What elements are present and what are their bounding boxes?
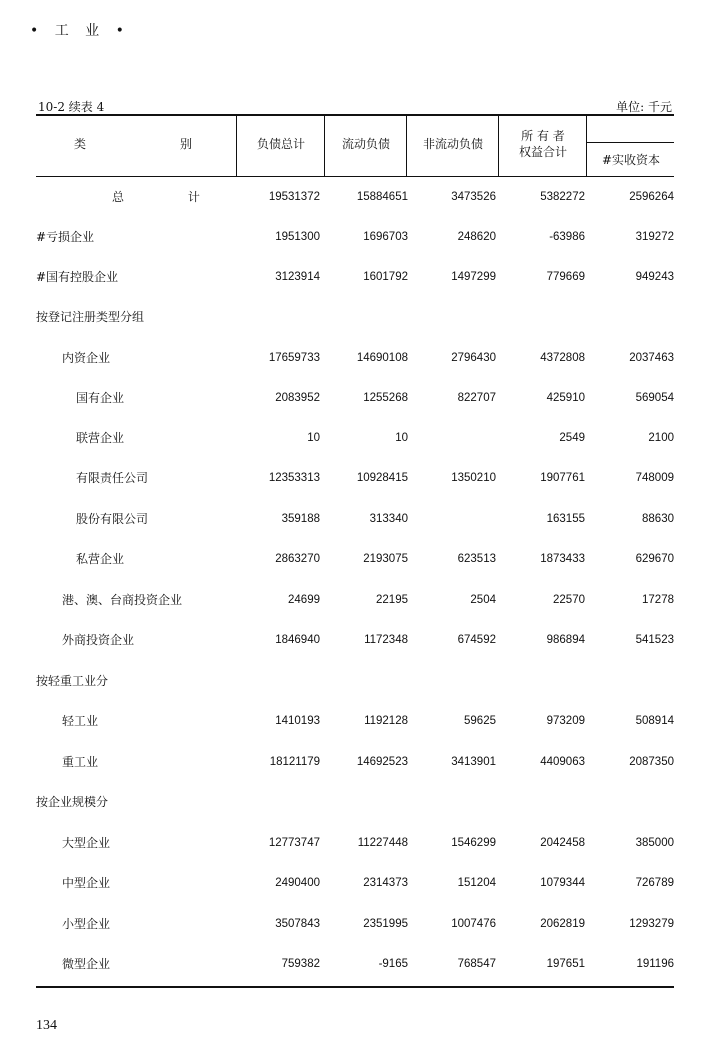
table-row (36, 833, 674, 853)
cell-current-liabilities: 2351995 (363, 918, 408, 930)
cell-owners-equity: 986894 (546, 634, 585, 646)
table-row (36, 711, 674, 731)
header-owners-equity-line1: 所 有 者 (521, 129, 565, 143)
row-label: 重工业 (62, 755, 99, 769)
cell-current-liabilities: 1255268 (363, 392, 408, 404)
header-paid-in-capital: #实收资本 (601, 153, 661, 167)
cell-total-liabilities: 3123914 (275, 271, 320, 283)
cell-total-liabilities: 3507843 (275, 918, 320, 930)
table-row (36, 590, 674, 610)
row-label: #国有控股企业 (36, 270, 119, 284)
cell-total-liabilities: 2490400 (275, 877, 320, 889)
header-owners-equity-line2: 权益合计 (518, 145, 567, 159)
cell-owners-equity: 2042458 (540, 837, 585, 849)
column-divider (406, 115, 407, 176)
cell-noncurrent-liabilities: 1350210 (451, 472, 496, 484)
cell-paid-in-capital: 2087350 (629, 756, 674, 768)
table-row (36, 914, 674, 934)
cell-paid-in-capital: 2100 (648, 432, 674, 444)
cell-owners-equity: 425910 (546, 392, 585, 404)
table-bottom-rule (36, 986, 674, 988)
cell-current-liabilities: 22195 (376, 594, 408, 606)
row-label: 国有企业 (76, 391, 125, 405)
row-label: 微型企业 (62, 957, 111, 971)
cell-owners-equity: 197651 (546, 958, 585, 970)
table-body (36, 177, 674, 985)
table-row (36, 267, 674, 287)
cell-total-liabilities: 17659733 (268, 352, 320, 364)
cell-noncurrent-liabilities: 59625 (464, 715, 496, 727)
table-row (36, 752, 674, 772)
cell-total-liabilities: 18121179 (269, 756, 320, 768)
cell-paid-in-capital: 748009 (635, 472, 674, 484)
cell-total-liabilities: 2083952 (275, 392, 320, 404)
row-label: 中型企业 (62, 876, 111, 890)
cell-paid-in-capital: 629670 (635, 553, 674, 565)
cell-total-liabilities: 24699 (288, 594, 320, 606)
cell-noncurrent-liabilities: 3413901 (451, 756, 496, 768)
cell-noncurrent-liabilities: 1546299 (451, 837, 496, 849)
table-row (36, 348, 674, 368)
cell-owners-equity: 4409063 (540, 756, 585, 768)
row-label: 外商投资企业 (62, 633, 135, 647)
subheader-rule (586, 142, 674, 143)
cell-total-liabilities: 10 (307, 432, 320, 444)
cell-paid-in-capital: 508914 (635, 715, 674, 727)
cell-noncurrent-liabilities: 2796430 (451, 352, 496, 364)
row-label: 港、澳、台商投资企业 (62, 593, 183, 607)
row-label: 有限责任公司 (76, 471, 149, 485)
cell-total-liabilities: 359188 (281, 513, 320, 525)
row-label: 按轻重工业分 (36, 674, 109, 688)
cell-owners-equity: 5382272 (540, 191, 585, 203)
column-divider (236, 115, 237, 176)
cell-total-liabilities: 2863270 (275, 553, 320, 565)
header-category-b: 别 (180, 137, 193, 151)
cell-current-liabilities: 1172348 (364, 634, 408, 646)
header-owners-equity (500, 128, 586, 160)
table-row (36, 187, 674, 207)
cell-paid-in-capital: 726789 (635, 877, 674, 889)
cell-paid-in-capital: 319272 (635, 231, 674, 243)
cell-noncurrent-liabilities: 822707 (457, 392, 496, 404)
cell-owners-equity: 2549 (559, 432, 585, 444)
table-row (36, 388, 674, 408)
cell-owners-equity: 1907761 (540, 472, 585, 484)
cell-current-liabilities: 313340 (369, 513, 408, 525)
cell-current-liabilities: 10928415 (356, 472, 408, 484)
cell-current-liabilities: 2193075 (363, 553, 408, 565)
table-row (36, 509, 674, 529)
cell-total-liabilities: 12773747 (268, 837, 320, 849)
cell-noncurrent-liabilities: 3473526 (451, 191, 496, 203)
cell-owners-equity: -63986 (549, 231, 585, 243)
page-number: 134 (36, 1018, 57, 1033)
cell-paid-in-capital: 1293279 (629, 918, 674, 930)
cell-owners-equity: 1079344 (540, 877, 585, 889)
cell-noncurrent-liabilities: 674592 (457, 634, 496, 646)
cell-noncurrent-liabilities: 151204 (457, 877, 496, 889)
cell-paid-in-capital: 385000 (635, 837, 674, 849)
table-row (36, 428, 674, 448)
row-label: 轻工业 (62, 714, 99, 728)
row-label: 小型企业 (62, 917, 111, 931)
cell-paid-in-capital: 541523 (635, 634, 674, 646)
cell-total-liabilities: 19531372 (268, 191, 320, 203)
row-label: 按登记注册类型分组 (36, 310, 145, 324)
column-divider (324, 115, 325, 176)
cell-current-liabilities: 2314373 (363, 877, 408, 889)
table-row (36, 307, 674, 327)
cell-owners-equity: 22570 (553, 594, 585, 606)
header-current-liabilities: 流动负债 (341, 137, 390, 151)
cell-current-liabilities: 15884651 (356, 191, 408, 203)
cell-total-liabilities: 1951300 (275, 231, 320, 243)
cell-noncurrent-liabilities: 623513 (457, 553, 496, 565)
row-label: 私营企业 (76, 552, 125, 566)
table-row (36, 549, 674, 569)
column-divider (586, 115, 587, 176)
cell-paid-in-capital: 88630 (642, 513, 674, 525)
cell-owners-equity: 973209 (546, 715, 585, 727)
cell-current-liabilities: 1192128 (364, 715, 408, 727)
header-total-liabilities: 负债总计 (256, 137, 305, 151)
table-row (36, 468, 674, 488)
row-label: #亏损企业 (36, 230, 95, 244)
cell-noncurrent-liabilities: 768547 (457, 958, 496, 970)
table-row (36, 873, 674, 893)
cell-current-liabilities: -9165 (378, 958, 408, 970)
table-top-rule (36, 114, 674, 116)
cell-current-liabilities: 14690108 (356, 352, 408, 364)
cell-total-liabilities: 759382 (281, 958, 320, 970)
row-label: 内资企业 (62, 351, 111, 365)
table-row (36, 954, 674, 974)
cell-current-liabilities: 11227448 (357, 837, 408, 849)
cell-paid-in-capital: 949243 (635, 271, 674, 283)
cell-owners-equity: 1873433 (540, 553, 585, 565)
cell-noncurrent-liabilities: 1007476 (451, 918, 496, 930)
cell-paid-in-capital: 191196 (636, 958, 674, 970)
header-noncurrent-liabilities: 非流动负债 (422, 137, 483, 151)
unit-label: 单位: 千元 (616, 100, 672, 114)
cell-noncurrent-liabilities: 1497299 (451, 271, 496, 283)
cell-noncurrent-liabilities: 2504 (470, 594, 496, 606)
cell-total-liabilities: 1410193 (275, 715, 320, 727)
table-row (36, 671, 674, 691)
row-label: 按企业规模分 (36, 795, 109, 809)
row-label: 总 计 (112, 190, 230, 204)
table-row (36, 792, 674, 812)
cell-current-liabilities: 14692523 (356, 756, 408, 768)
table-row (36, 630, 674, 650)
cell-total-liabilities: 1846940 (275, 634, 320, 646)
cell-owners-equity: 2062819 (540, 918, 585, 930)
cell-paid-in-capital: 569054 (635, 392, 674, 404)
cell-paid-in-capital: 2037463 (629, 352, 674, 364)
table-row (36, 227, 674, 247)
section-header: • 工 业 • (30, 23, 130, 39)
cell-paid-in-capital: 17278 (642, 594, 674, 606)
header-category-a: 类 (74, 137, 87, 151)
row-label: 联营企业 (76, 431, 125, 445)
cell-owners-equity: 163155 (546, 513, 585, 525)
row-label: 大型企业 (62, 836, 111, 850)
cell-noncurrent-liabilities: 248620 (457, 231, 496, 243)
cell-current-liabilities: 1601792 (363, 271, 408, 283)
cell-paid-in-capital: 2596264 (629, 191, 674, 203)
column-divider (498, 115, 499, 176)
cell-total-liabilities: 12353313 (268, 472, 320, 484)
cell-current-liabilities: 1696703 (363, 231, 408, 243)
row-label: 股份有限公司 (76, 512, 149, 526)
cell-owners-equity: 779669 (546, 271, 585, 283)
table-id: 10-2 续表 4 (38, 100, 105, 114)
cell-owners-equity: 4372808 (540, 352, 585, 364)
cell-current-liabilities: 10 (395, 432, 408, 444)
